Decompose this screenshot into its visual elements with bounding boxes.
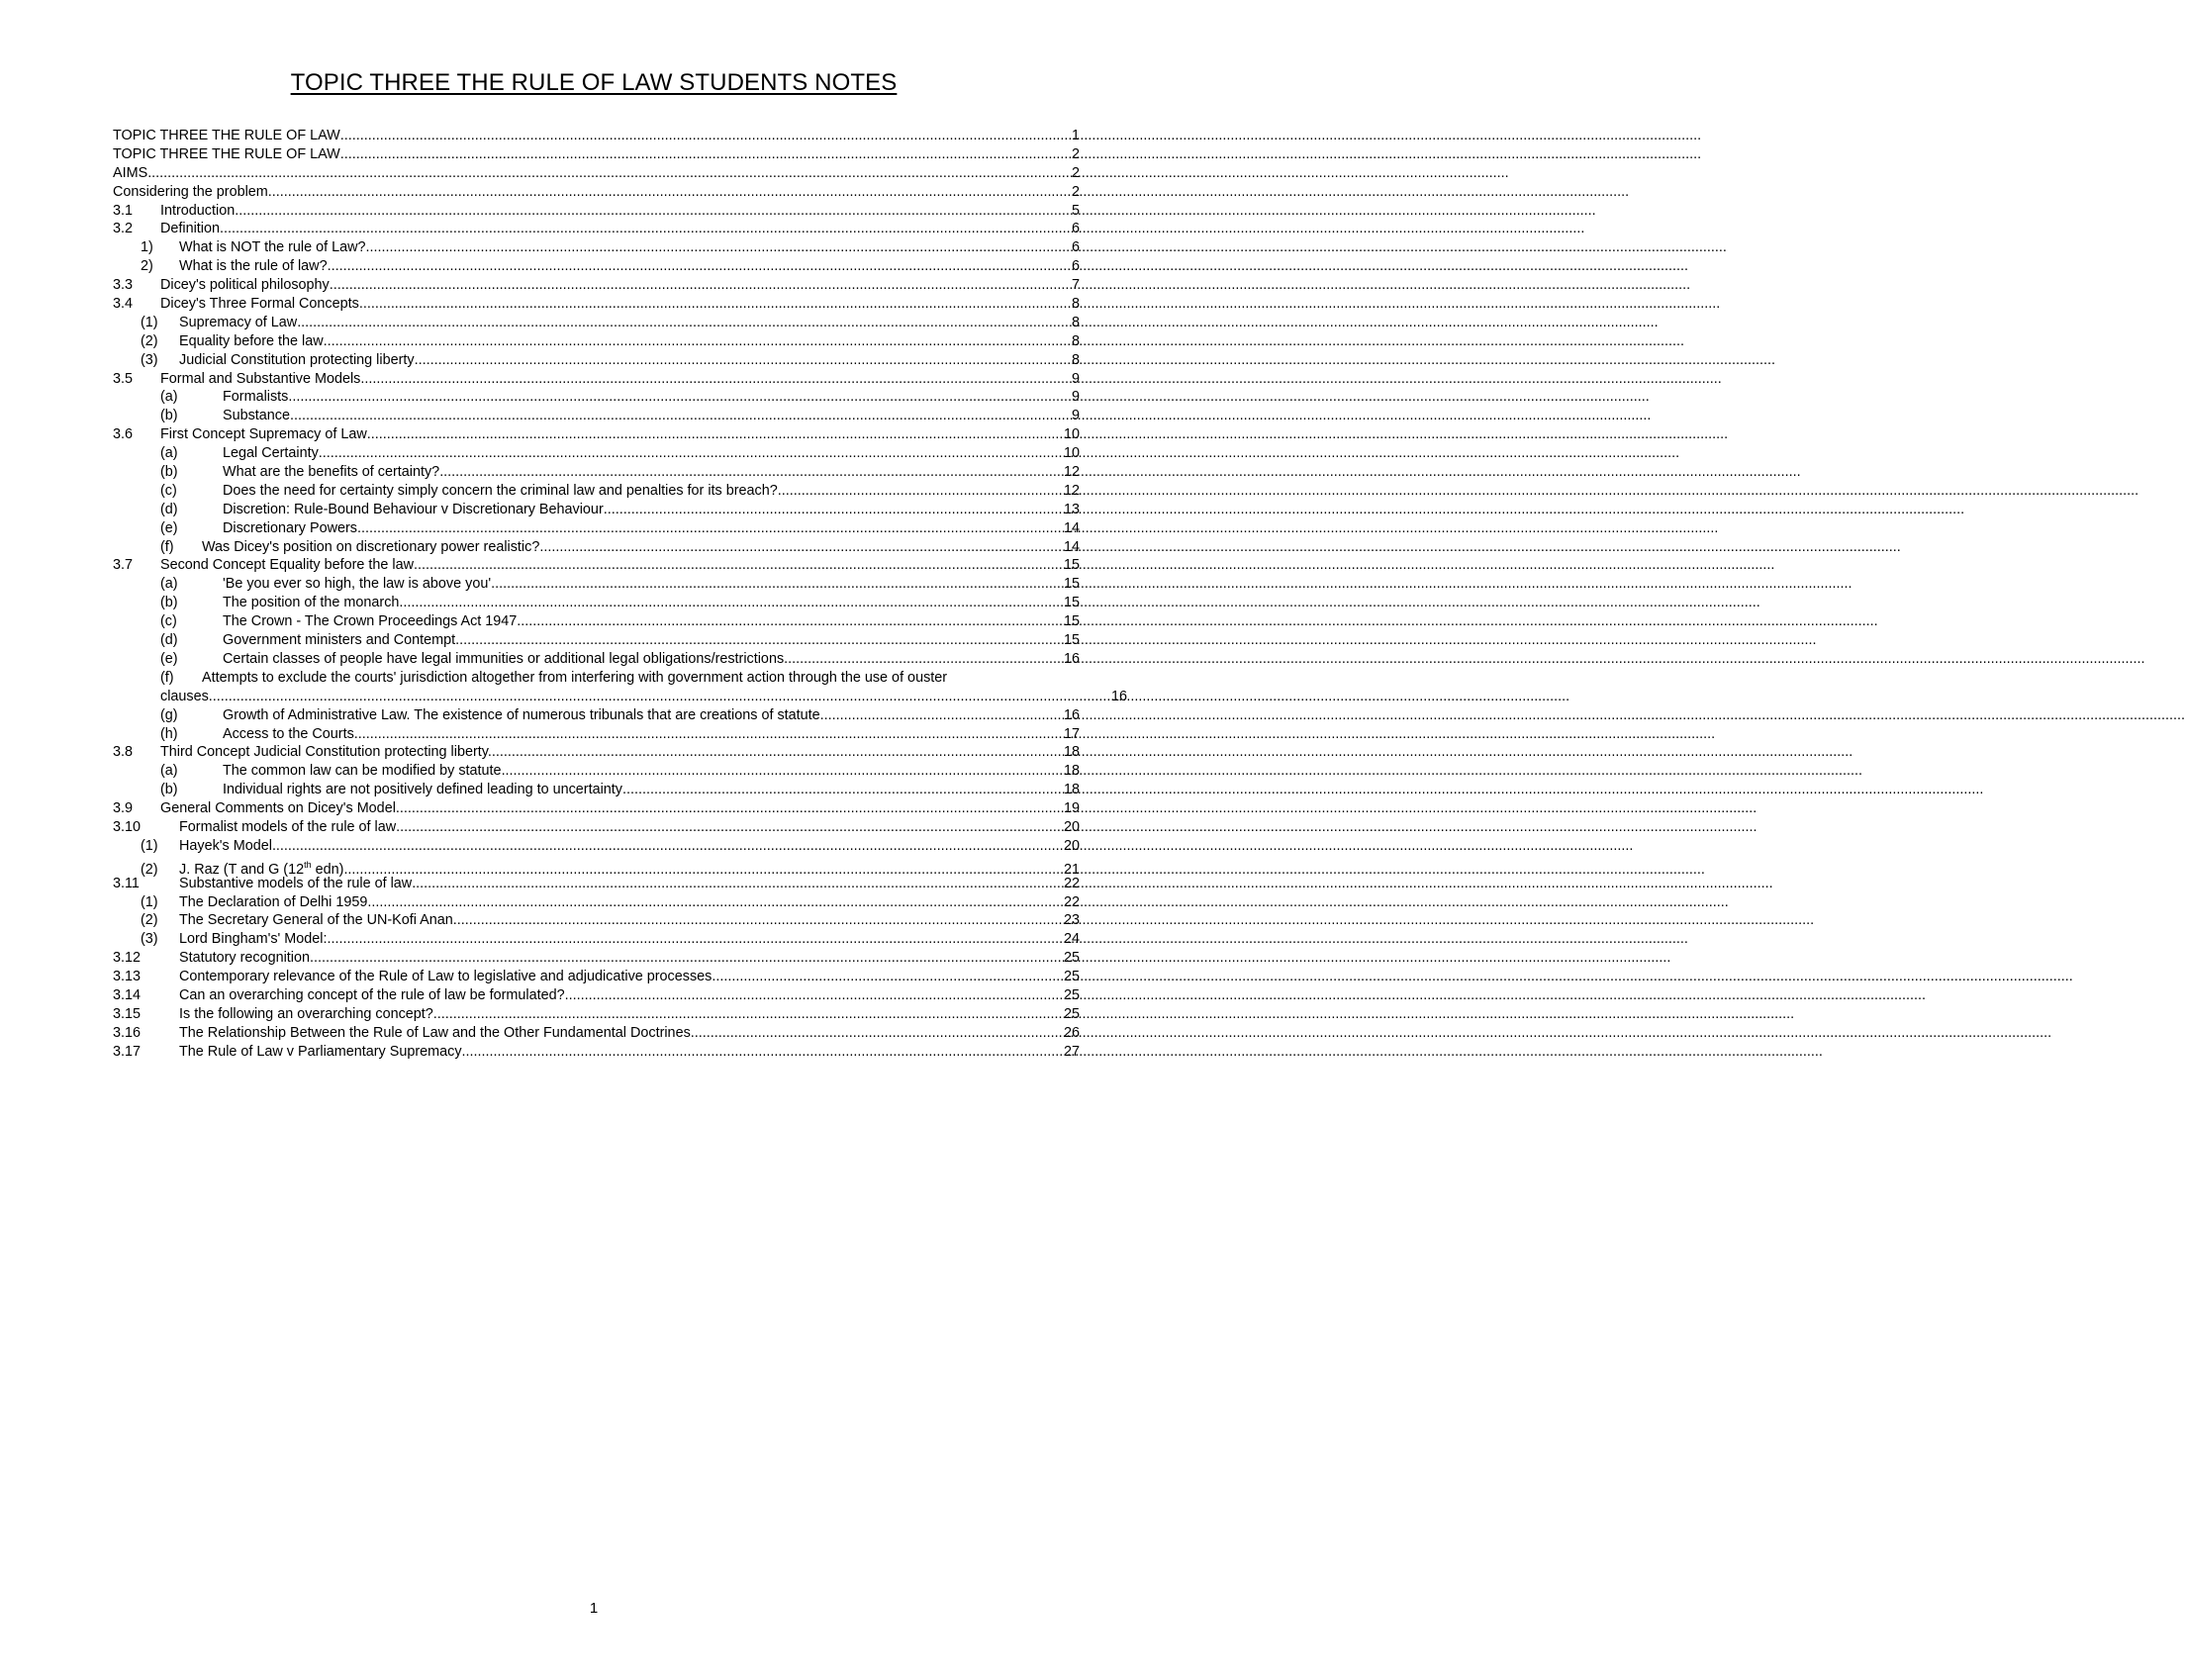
toc-entry[interactable]	[113, 425, 1080, 444]
toc-entry[interactable]	[113, 706, 1080, 725]
toc-entry-title: Can an overarching concept of the rule of law be formulated?	[179, 986, 565, 1003]
toc-entry-page: 26	[1063, 1024, 1080, 1041]
toc-entry-page: 2	[1071, 183, 1080, 200]
toc-entry-page: 22	[1063, 875, 1080, 891]
toc-leader-dots	[462, 1043, 1063, 1062]
toc-leader-dots	[492, 743, 1063, 762]
toc-entry-title: Government ministers and Contempt	[223, 632, 456, 649]
toc-entry-page: 25	[1063, 1005, 1080, 1022]
toc-entry-page: 8	[1071, 296, 1080, 313]
toc-leader-dots	[455, 631, 1063, 650]
toc-leader-dots	[359, 295, 1071, 314]
toc-leader-dots	[784, 650, 1063, 669]
toc-leader-dots	[224, 220, 1071, 238]
superscript: th	[304, 859, 312, 870]
toc-leader-dots	[310, 949, 1063, 968]
toc-entry-page: 25	[1063, 969, 1080, 985]
toc-entry[interactable]	[113, 482, 1080, 501]
toc-entry-page: 18	[1063, 744, 1080, 761]
toc-entry-page: 16	[1063, 650, 1080, 667]
toc-entry-page: 8	[1071, 314, 1080, 330]
toc-entry-title: Contemporary relevance of the Rule of Law to legislative and adjudicative processes	[179, 969, 712, 985]
toc-entry-title: The Crown - The Crown Proceedings Act 1947	[223, 613, 518, 630]
toc-entry-page: 18	[1063, 782, 1080, 798]
toc-entry-number: 3.16	[113, 1024, 142, 1041]
toc-entry-number: (a)	[160, 576, 178, 593]
page-title: TOPIC THREE THE RULE OF LAW STUDENTS NOTES	[290, 69, 898, 96]
toc-entry-title: First Concept Supremacy of Law	[160, 426, 367, 443]
toc-entry[interactable]	[113, 856, 1080, 878]
toc-entry-title: Formal and Substantive Models	[160, 370, 361, 387]
toc-leader-dots	[415, 351, 1071, 370]
toc-entry[interactable]	[113, 519, 1080, 538]
toc-entry-page: 18	[1063, 763, 1080, 780]
toc-entry-page: 14	[1063, 519, 1080, 536]
toc-entry-title: TOPIC THREE THE RULE OF LAW	[113, 128, 340, 143]
toc-entry-number: 3.14	[113, 986, 142, 1003]
toc-entry-page: 16	[1063, 706, 1080, 723]
toc-entry-number: 3.11	[113, 875, 140, 891]
toc-leader-dots	[414, 556, 1063, 575]
toc-entry-page: 13	[1063, 501, 1080, 517]
toc-entry-page: 6	[1071, 239, 1080, 256]
toc-entry-number: (e)	[160, 519, 178, 536]
toc-entry-title: Formalists	[223, 389, 289, 406]
toc-entry-number: (3)	[141, 351, 158, 368]
toc-entry-page: 24	[1063, 931, 1080, 948]
toc-entry[interactable]	[113, 388, 1080, 407]
toc-entry[interactable]	[113, 183, 1080, 202]
toc-entry-number: (b)	[160, 408, 178, 424]
toc-entry[interactable]	[113, 1024, 1080, 1043]
toc-entry[interactable]	[113, 893, 1080, 912]
toc-entry-title: J. Raz (T and G (12th edn)	[179, 859, 344, 878]
toc-leader-dots	[366, 238, 1071, 257]
toc-entry-number: (h)	[160, 725, 178, 742]
toc-entry-number: 3.4	[113, 296, 134, 313]
toc-entry[interactable]	[113, 818, 1080, 837]
toc-leader-dots	[209, 688, 1110, 706]
toc-leader-dots	[235, 202, 1071, 221]
toc-entry-number: 3.15	[113, 1005, 142, 1022]
toc-entry-title: Was Dicey's position on discretionary power realistic?	[202, 538, 540, 555]
table-of-contents	[113, 127, 1127, 1062]
toc-entry-number: 3.2	[113, 221, 134, 237]
toc-entry[interactable]	[113, 538, 1080, 557]
toc-entry-number: 3.3	[113, 277, 134, 294]
toc-entry-number: 1)	[141, 239, 153, 256]
toc-entry-number: (2)	[141, 912, 158, 929]
toc-entry-title: Introduction	[160, 202, 236, 219]
toc-entry-number: 2)	[141, 258, 153, 275]
toc-leader-dots	[691, 1024, 1063, 1043]
toc-entry[interactable]	[113, 650, 1080, 669]
toc-leader-dots	[565, 986, 1063, 1005]
toc-entry[interactable]	[113, 1005, 1080, 1024]
toc-leader-dots	[340, 145, 1071, 164]
toc-entry[interactable]	[113, 725, 1080, 744]
toc-entry-page: 22	[1063, 893, 1080, 910]
toc-entry-title: Dicey's Three Formal Concepts	[160, 296, 359, 313]
toc-entry-number: 3.6	[113, 426, 134, 443]
toc-entry[interactable]	[113, 631, 1080, 650]
toc-entry-number: (1)	[141, 837, 158, 854]
toc-entry[interactable]	[113, 164, 1080, 183]
toc-entry[interactable]	[113, 669, 1127, 706]
toc-entry-number: 3.1	[113, 202, 134, 219]
toc-entry-number: (a)	[160, 445, 178, 462]
toc-entry[interactable]	[113, 351, 1080, 370]
toc-entry-title: General Comments on Dicey's Model	[160, 800, 396, 817]
toc-entry[interactable]	[113, 295, 1080, 314]
toc-entry-number: 3.10	[113, 818, 142, 835]
toc-entry[interactable]	[113, 501, 1080, 519]
toc-entry-number: (b)	[160, 595, 178, 611]
toc-leader-dots	[357, 519, 1063, 538]
page-number: 1	[589, 1600, 599, 1617]
toc-entry-page: 10	[1063, 445, 1080, 462]
toc-entry[interactable]	[113, 875, 1080, 893]
toc-entry[interactable]	[113, 949, 1080, 968]
toc-entry[interactable]	[113, 743, 1080, 762]
toc-entry-page: 10	[1063, 426, 1080, 443]
toc-entry-title: The position of the monarch	[223, 595, 400, 611]
toc-entry-page: 7	[1071, 277, 1080, 294]
toc-leader-dots	[367, 425, 1063, 444]
toc-leader-dots	[290, 407, 1071, 425]
toc-leader-dots	[539, 538, 1063, 557]
toc-entry-title: Lord Bingham's' Model:	[179, 931, 328, 948]
toc-leader-dots	[288, 388, 1071, 407]
toc-entry-number: (b)	[160, 782, 178, 798]
toc-entry-page: 2	[1071, 145, 1080, 162]
toc-entry[interactable]	[113, 575, 1080, 594]
toc-leader-dots	[354, 725, 1063, 744]
toc-entry[interactable]	[113, 276, 1080, 295]
toc-entry-continuation-line	[113, 688, 1127, 706]
toc-entry-title: TOPIC THREE THE RULE OF LAW	[113, 145, 340, 162]
toc-leader-dots	[433, 1005, 1063, 1024]
toc-entry[interactable]	[113, 837, 1080, 856]
toc-entry-title: What are the benefits of certainty?	[223, 464, 440, 481]
toc-entry-title: Growth of Administrative Law. The existence of numerous tribunals that are creations of statute.	[223, 706, 824, 723]
toc-entry-number: (2)	[141, 332, 158, 349]
toc-leader-dots	[330, 276, 1071, 295]
toc-entry-page: 23	[1063, 912, 1080, 929]
toc-entry-page: 15	[1063, 595, 1080, 611]
toc-entry-title: Attempts to exclude the courts' jurisdiction altogether from interfering with government action through the use of ouster	[202, 669, 948, 686]
toc-entry-page: 9	[1071, 370, 1080, 387]
toc-leader-dots	[491, 575, 1063, 594]
toc-entry[interactable]	[113, 202, 1080, 221]
toc-entry-title: Discretion: Rule-Bound Behaviour v Discretionary Behaviour	[223, 501, 604, 517]
toc-entry-title: The Rule of Law v Parliamentary Supremacy	[179, 1043, 462, 1060]
toc-entry-number: (a)	[160, 763, 178, 780]
toc-entry[interactable]	[113, 930, 1080, 949]
toc-entry-number: (f)	[160, 669, 174, 686]
toc-entry-page: 14	[1063, 538, 1080, 555]
toc-entry[interactable]	[113, 968, 1080, 986]
toc-entry-number: 3.7	[113, 557, 134, 574]
toc-entry-number: (d)	[160, 632, 178, 649]
toc-entry-page: 2	[1071, 164, 1080, 181]
toc-entry-title: Discretionary Powers	[223, 519, 357, 536]
toc-entry-page: 15	[1063, 613, 1080, 630]
toc-entry[interactable]	[113, 238, 1080, 257]
toc-entry[interactable]	[113, 127, 1080, 145]
toc-entry-title: Definition.	[160, 221, 224, 237]
toc-entry-title: 'Be you ever so high, the law is above you'	[223, 576, 492, 593]
toc-entry-page: 25	[1063, 950, 1080, 967]
toc-entry-number: (2)	[141, 861, 158, 878]
toc-leader-dots	[396, 818, 1063, 837]
toc-entry-page: 20	[1063, 818, 1080, 835]
toc-entry-page: 1	[1071, 128, 1080, 143]
toc-leader-dots	[297, 314, 1071, 332]
toc-entry-title-continuation: clauses	[160, 688, 209, 704]
toc-entry-page: 12	[1063, 464, 1080, 481]
toc-entry-page: 25	[1063, 986, 1080, 1003]
toc-entry-number: 3.13	[113, 969, 142, 985]
toc-entry-page: 15	[1063, 576, 1080, 593]
toc-entry[interactable]	[113, 463, 1080, 482]
toc-leader-dots	[327, 930, 1063, 949]
toc-leader-dots	[453, 911, 1063, 930]
toc-entry-title: The Declaration of Delhi 1959	[179, 893, 368, 910]
toc-entry[interactable]	[113, 407, 1080, 425]
toc-entry[interactable]	[113, 911, 1080, 930]
toc-leader-dots	[396, 799, 1063, 818]
toc-entry-title: Statutory recognition	[179, 950, 310, 967]
toc-leader-dots	[367, 893, 1063, 912]
toc-entry[interactable]	[113, 556, 1080, 575]
toc-entry[interactable]	[113, 444, 1080, 463]
toc-entry-number: (c)	[160, 613, 177, 630]
toc-entry-title: Legal Certainty	[223, 445, 319, 462]
toc-leader-dots	[622, 781, 1063, 799]
toc-entry-number: 3.17	[113, 1043, 142, 1060]
toc-leader-dots	[412, 875, 1063, 893]
toc-entry-page: 19	[1063, 800, 1080, 817]
toc-leader-dots	[824, 706, 1063, 725]
toc-entry[interactable]	[113, 314, 1080, 332]
toc-entry-title: Supremacy of Law	[179, 314, 298, 330]
toc-entry-title: Individual rights are not positively defined leading to uncertainty	[223, 782, 622, 798]
toc-entry-title: Substance	[223, 408, 291, 424]
toc-leader-dots	[319, 444, 1063, 463]
toc-entry-number: 3.12	[113, 950, 142, 967]
toc-entry-title: Access to the Courts	[223, 725, 354, 742]
toc-entry-title: The Relationship Between the Rule of Law and the Other Fundamental Doctrines	[179, 1024, 691, 1041]
toc-entry-title: Dicey's political philosophy	[160, 277, 330, 294]
toc-leader-dots	[604, 501, 1063, 519]
toc-entry-title: Is the following an overarching concept?	[179, 1005, 433, 1022]
toc-leader-dots	[268, 183, 1071, 202]
toc-entry[interactable]	[113, 986, 1080, 1005]
toc-leader-dots	[360, 370, 1071, 389]
toc-entry-page: 9	[1071, 389, 1080, 406]
toc-leader-dots	[778, 482, 1063, 501]
toc-leader-dots	[147, 164, 1071, 183]
toc-entry-page: 5	[1071, 202, 1080, 219]
toc-entry-page: 6	[1071, 221, 1080, 237]
toc-entry-title: Does the need for certainty simply concern the criminal law and penalties for its breach?	[223, 482, 778, 499]
toc-entry[interactable]	[113, 145, 1080, 164]
toc-leader-dots	[439, 463, 1063, 482]
toc-entry-number: (a)	[160, 389, 178, 406]
toc-entry-number: (e)	[160, 650, 178, 667]
toc-entry-number: (3)	[141, 931, 158, 948]
toc-entry-page: 16	[1110, 688, 1127, 704]
toc-leader-dots	[399, 594, 1063, 612]
toc-entry[interactable]	[113, 762, 1080, 781]
toc-entry-page: 9	[1071, 408, 1080, 424]
toc-entry-title: Hayek's Model	[179, 837, 272, 854]
toc-entry[interactable]	[113, 332, 1080, 351]
toc-leader-dots	[272, 837, 1063, 856]
toc-entry-page: 27	[1063, 1043, 1080, 1060]
toc-entry-title: AIMS	[113, 164, 148, 181]
toc-entry[interactable]	[113, 257, 1080, 276]
toc-leader-dots	[340, 127, 1071, 145]
toc-leader-dots	[517, 612, 1063, 631]
toc-entry[interactable]	[113, 612, 1080, 631]
toc-entry-title: What is NOT the rule of Law?	[179, 239, 366, 256]
toc-entry[interactable]	[113, 594, 1080, 612]
toc-entry-page: 21	[1063, 861, 1080, 878]
toc-entry[interactable]	[113, 370, 1080, 389]
toc-entry-number: (d)	[160, 501, 178, 517]
toc-leader-dots	[502, 762, 1063, 781]
toc-entry-page: 8	[1071, 351, 1080, 368]
toc-leader-dots	[328, 257, 1071, 276]
toc-entry-title: Judicial Constitution protecting liberty	[179, 351, 415, 368]
toc-entry[interactable]	[113, 781, 1080, 799]
toc-entry-title: What is the rule of law?	[179, 258, 328, 275]
toc-entry-page: 15	[1063, 632, 1080, 649]
toc-entry-number: 3.8	[113, 744, 134, 761]
toc-entry-title: Third Concept Judicial Constitution protecting liberty.	[160, 744, 492, 761]
toc-entry-page: 17	[1063, 725, 1080, 742]
toc-entry-title: Formalist models of the rule of law	[179, 818, 397, 835]
toc-entry-number: (f)	[160, 538, 174, 555]
toc-entry[interactable]	[113, 799, 1080, 818]
toc-entry-number: 3.9	[113, 800, 134, 817]
toc-entry-number: (b)	[160, 464, 178, 481]
toc-entry-title: Second Concept Equality before the law	[160, 557, 414, 574]
toc-entry-page: 12	[1063, 482, 1080, 499]
toc-entry[interactable]	[113, 220, 1080, 238]
toc-entry-number: (g)	[160, 706, 178, 723]
toc-entry-page: 8	[1071, 332, 1080, 349]
toc-entry-title: Substantive models of the rule of law	[179, 875, 413, 891]
toc-entry-page: 6	[1071, 258, 1080, 275]
toc-entry-page: 15	[1063, 557, 1080, 574]
toc-entry-title: The Secretary General of the UN-Kofi Anan	[179, 912, 453, 929]
toc-leader-dots	[324, 332, 1071, 351]
toc-entry-number: (c)	[160, 482, 177, 499]
toc-entry-title: Certain classes of people have legal immunities or additional legal obligations/restrictions	[223, 650, 785, 667]
toc-entry-title: The common law can be modified by statute	[223, 763, 502, 780]
toc-entry-number: (1)	[141, 314, 158, 330]
toc-entry-title: Considering the problem	[113, 183, 268, 200]
toc-entry-number: (1)	[141, 893, 158, 910]
toc-entry[interactable]	[113, 1043, 1080, 1062]
toc-leader-dots	[712, 968, 1063, 986]
toc-entry-page: 20	[1063, 837, 1080, 854]
toc-entry-title: Equality before the law	[179, 332, 324, 349]
toc-entry-number: 3.5	[113, 370, 134, 387]
